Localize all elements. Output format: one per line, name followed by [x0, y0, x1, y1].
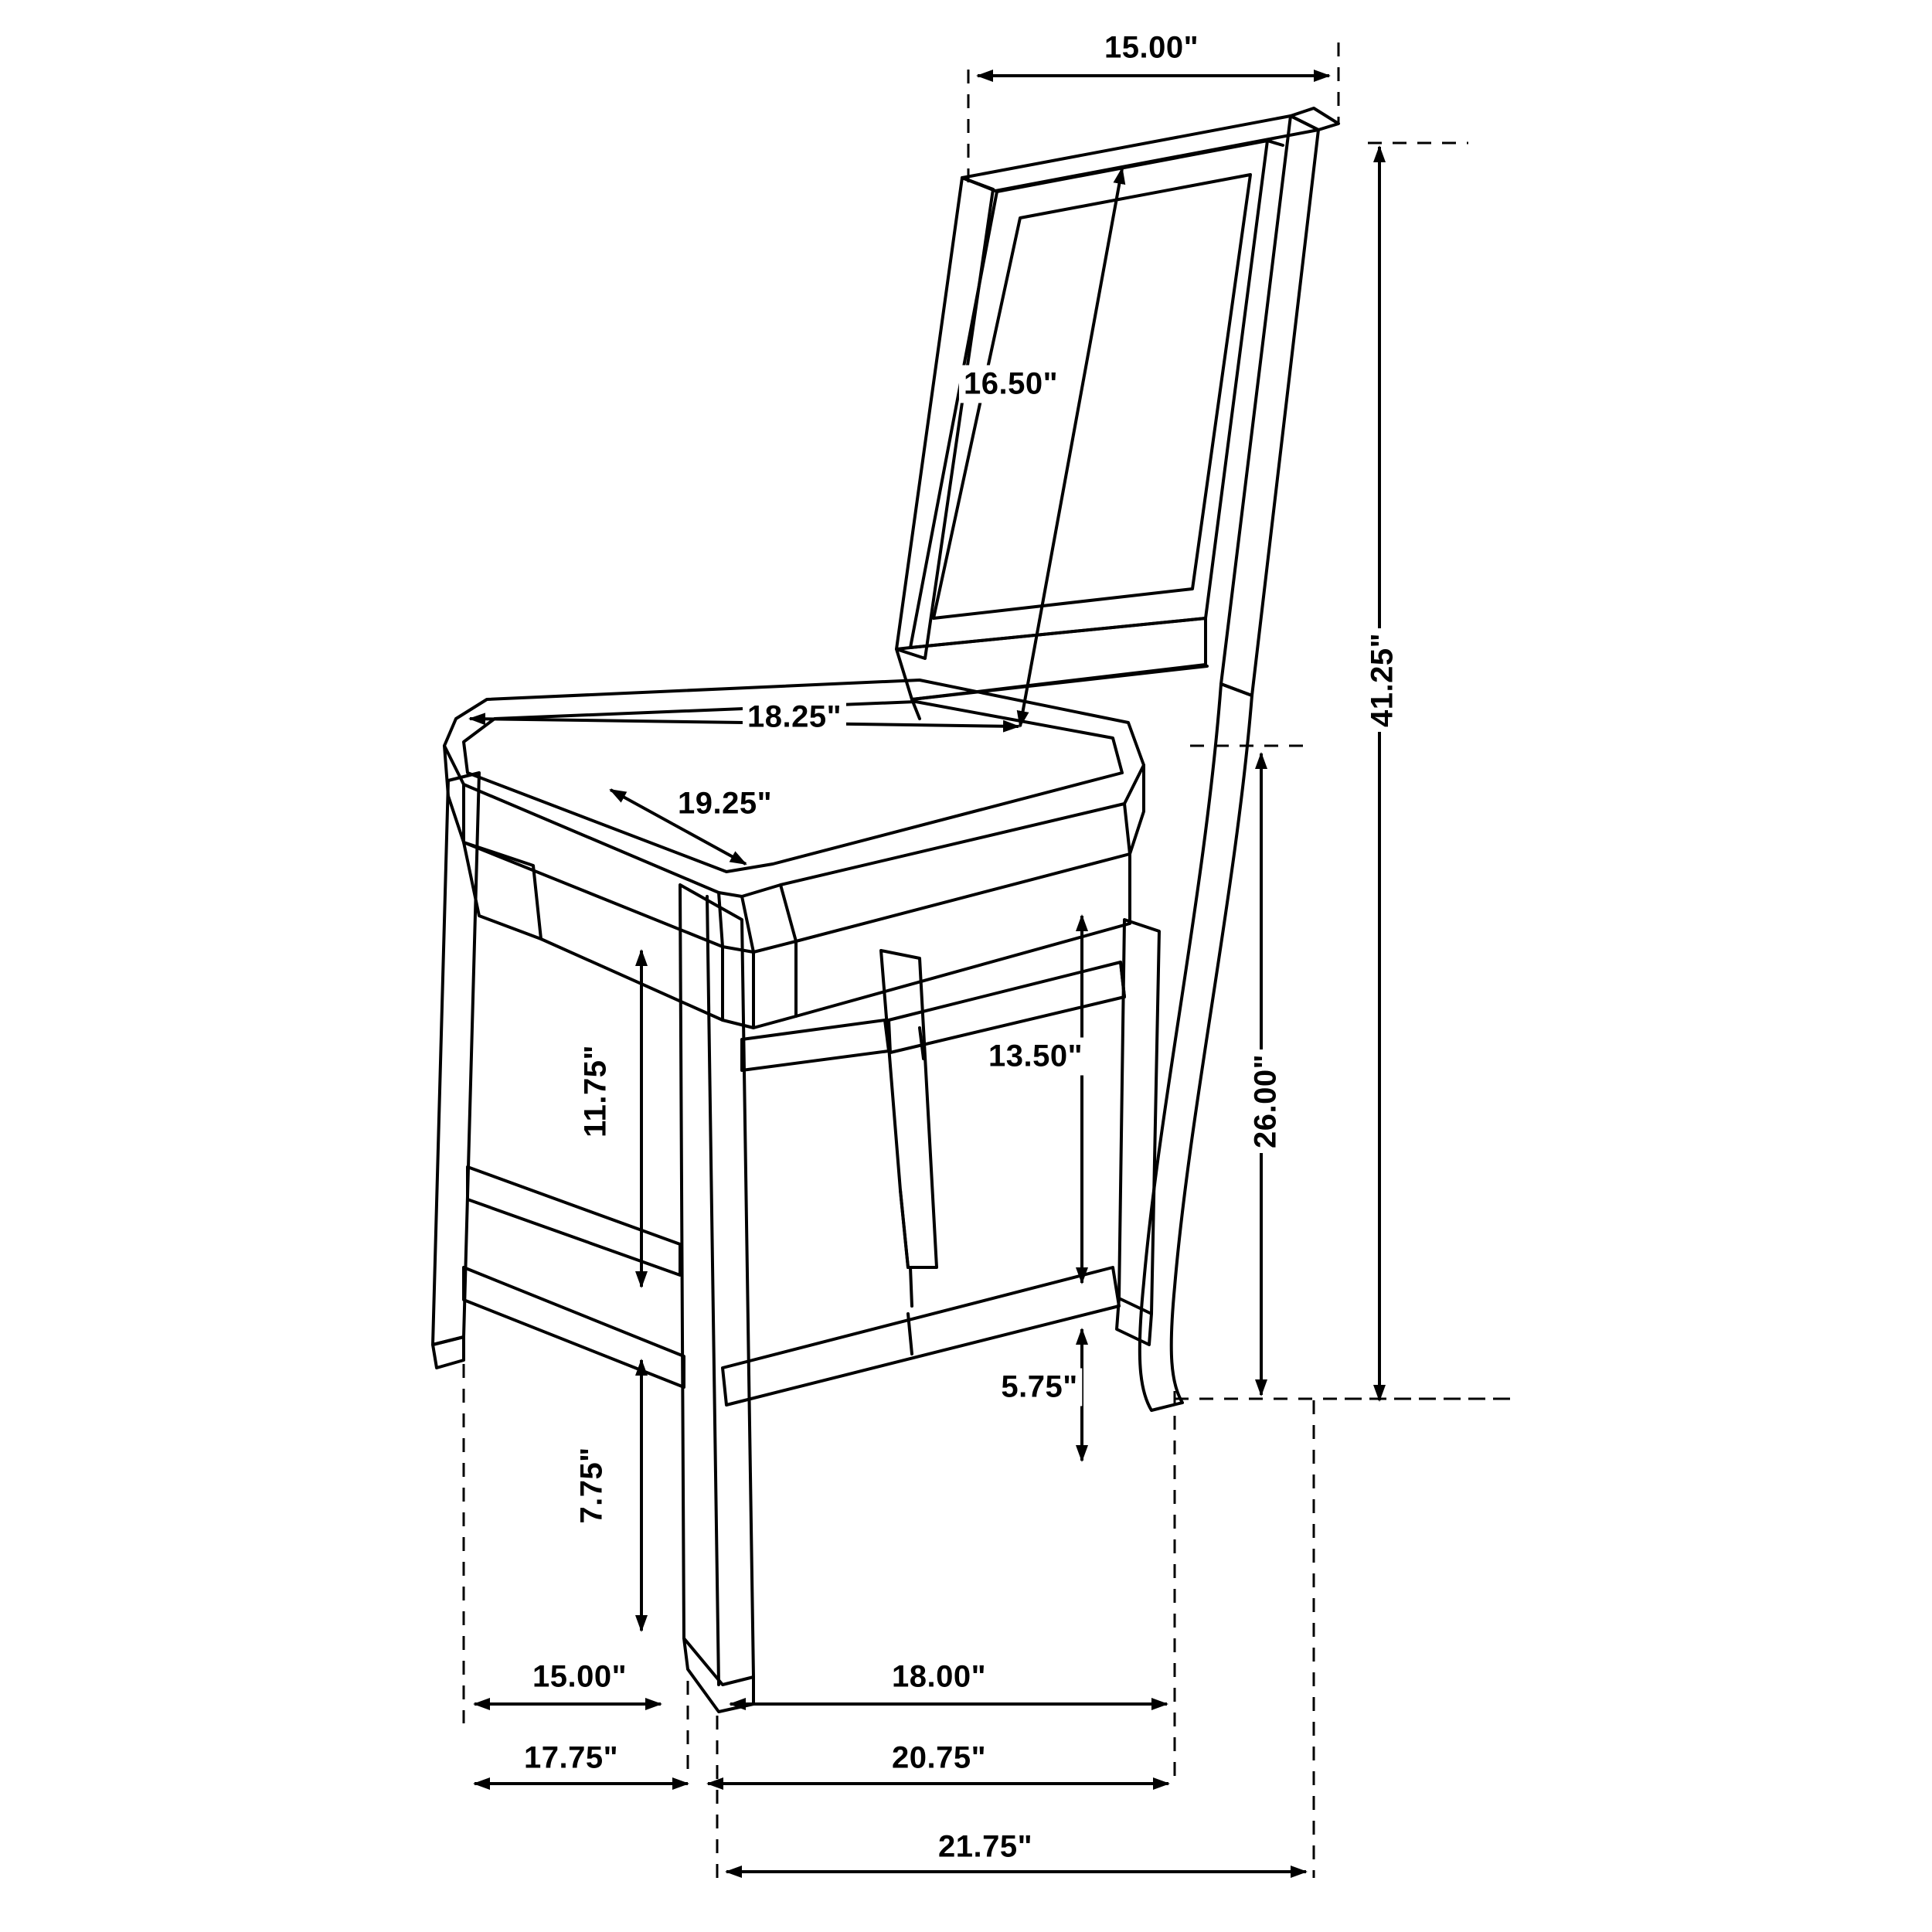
dim-label-side-stretcher-height: 13.50": [984, 1038, 1087, 1076]
dim-label-base-rear-span: 17.75": [519, 1740, 623, 1777]
dim-label-seat-depth-diagonal: 18.25": [743, 699, 846, 736]
dim-label-back-width: 15.00": [1100, 29, 1203, 67]
dim-label-lower-stretcher-height: 5.75": [996, 1369, 1082, 1406]
dim-label-seat-height: 26.00": [1247, 1049, 1285, 1153]
dim-label-overall-depth: 21.75": [934, 1828, 1037, 1866]
dim-label-base-front-span: 20.75": [887, 1740, 991, 1777]
dim-label-back-cushion-height: 16.50": [959, 366, 1063, 403]
dim-label-footrest-height: 7.75": [573, 1442, 611, 1528]
dim-label-rear-leg-offset: 15.00": [528, 1658, 631, 1696]
dim-label-front-leg-upper-span: 11.75": [577, 1040, 615, 1142]
dim-label-seat-width-diagonal: 19.25": [673, 785, 777, 823]
dim-label-overall-height: 41.25": [1364, 628, 1402, 732]
dim-label-seat-front-depth: 18.00": [887, 1658, 991, 1696]
